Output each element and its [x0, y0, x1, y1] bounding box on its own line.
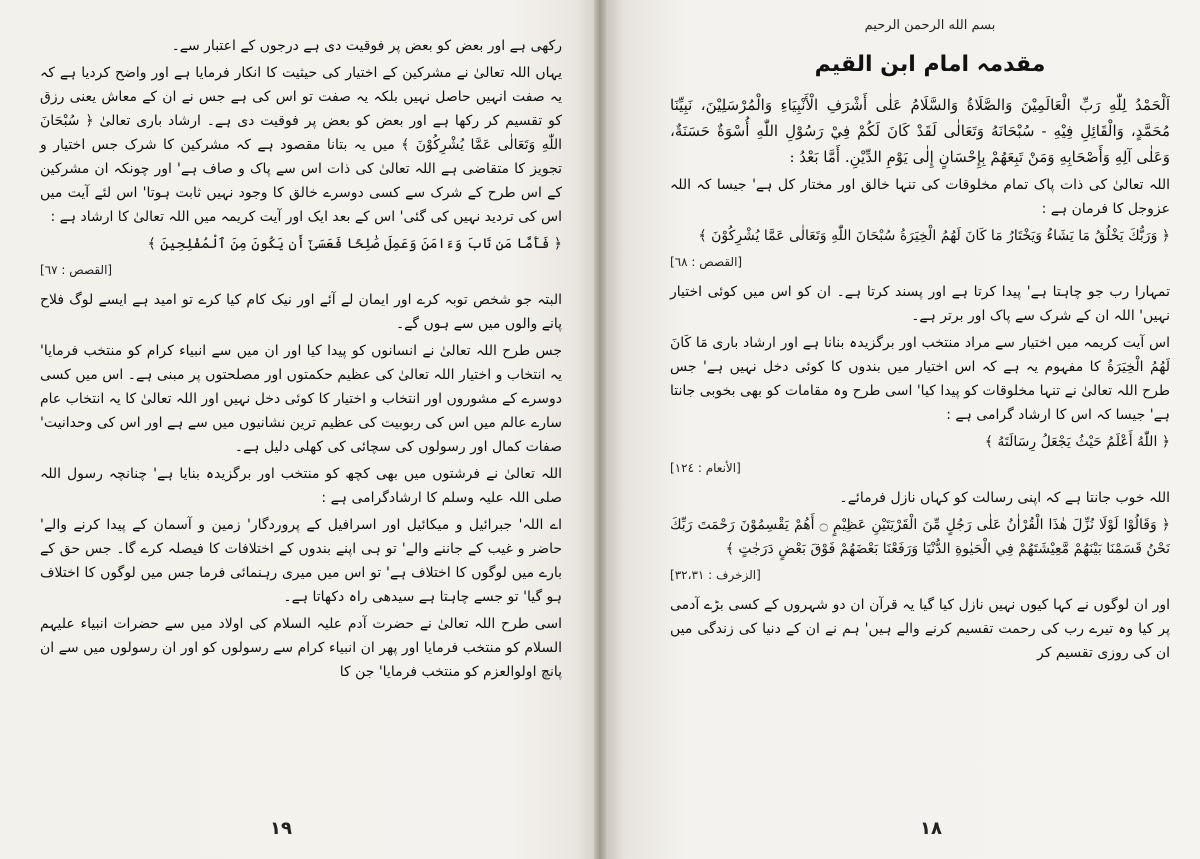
chapter-heading: مقدمہ امام ابن القیم [814, 52, 1046, 77]
right-paragraph-4: اللہ خوب جانتا ہے کہ اپنی رسالت کو کہاں نازل فرمائے۔ [839, 490, 1170, 506]
left-page-number: ۱۹ [270, 818, 292, 839]
right-paragraph-5: اور ان لوگوں نے کہا کیوں نہیں نازل کیا گیا یہ قرآن ان دو شہروں کے کسی بڑے آدمی پر کیا وہ تیرے رب کی رحمت تقسیم کرنے والے ہیں' ہم نے ان کے دنیا کی زندگی میں ان کی روزی تقسیم کر [670, 597, 1170, 661]
right-ayah-2: ﴿ اللّٰهُ أَعْلَمُ حَيْثُ يَجْعَلُ رِسَالَتَهُ ﴾ [984, 434, 1170, 450]
left-paragraph-2: یہاں اللہ تعالیٰ نے مشرکین کے اختیار کی حیثیت کا انکار فرمایا ہے اور واضح کردیا ہے کہ یہ صفت انہیں حاصل نہیں بلکہ یہ صفت تو اس کی ہے جس نے ان کے معاش یعنی رزق کو تقسیم کر رکھا ہے اور بعض کو بعض پر فوقیت دی ہے۔ ارشاد باری تعالیٰ ﴿ سُبْحَانَ اللّٰهِ وَتَعَالٰى عَمَّا يُشْرِكُوْنَ ﴾ میں یہ بتانا مقصود ہے کہ مشرکین کا شرک جس اختیار و تجویز کا متقاضی ہے اللہ تعالیٰ کی ذات اس سے پاک و صاف ہے' اور چونکہ ان مشرکین کے اس طرح کے شرک سے کسی دوسرے خالق کا وجود نہیں ثابت ہوتا' اس لئے آیت میں اس کی تردید نہیں کی گئی' اس کے بعد ایک اور آیت کریمہ میں اللہ تعالیٰ کا ارشاد ہے : [40, 65, 562, 225]
right-page [600, 0, 1200, 859]
left-ayah-1-reference: [القصص : ٦٧] [40, 263, 113, 277]
right-ayah-3: ﴿ وَقَالُوْا لَوْلَا نُزِّلَ هٰذَا الْقُرْاٰنُ عَلٰى رَجُلٍ مِّنَ الْقَرْيَتَيْنِ عَظِيْمٍ ۝ أَهُمْ يَقْسِمُوْنَ رَحْمَتَ رَبِّكَ نَحْنُ قَسَمْنَا بَيْنَهُمْ مَّعِيْشَتَهُمْ فِي الْحَيٰوةِ الدُّنْيَا وَرَفَعْنَا بَعْضَهُمْ فَوْقَ بَعْضٍ دَرَجٰتٍ ﴾ [670, 517, 1170, 557]
right-ayah-2-reference: [الأنعام : ١٢٤] [670, 461, 741, 475]
right-page-text [670, 92, 1170, 668]
right-page-number: ۱۸ [920, 818, 942, 839]
arabic-introduction: اَلْحَمْدُ لِلّٰهِ رَبِّ الْعَالَمِيْنَ وَالصَّلَاةُ وَالسَّلَامُ عَلٰى أَشْرَفِ الْأَنْبِيَاءِ وَالْمُرْسَلِيْنَ، نَبِيِّنَا مُحَمَّدٍ، وَالْقَائِلِ فِيْهِ - سُبْحَانَهُ وَتَعَالٰى لَقَدْ كَانَ لَكُمْ فِيْ رَسُوْلِ اللّٰهِ أُسْوَةٌ حَسَنَةٌ، وَعَلٰى آلِهِ وَأَصْحَابِهِ وَمَنْ تَبِعَهُمْ بِإِحْسَانٍ إِلٰى يَوْمِ الدِّيْنِ. أَمَّا بَعْدُ : [670, 96, 1170, 166]
left-paragraph-6: اے اللہ' جبرائیل و میکائیل اور اسرافیل کے پروردگار' زمین و آسمان کے پیدا کرنے والے' حاضر و غیب کے جاننے والے' تو ہی اپنے بندوں کے اختلافات کا فیصلہ کرے گا۔ جس حق کے بارے میں لوگوں کا اختلاف ہے' تو اس میں میری رہنمائی فرما جس میں لوگوں کا اختلاف ہو گیا' تو جسے چاہتا ہے سیدھی راہ دکھاتا ہے۔ [40, 517, 562, 605]
right-paragraph-1: اللہ تعالیٰ کی ذات پاک تمام مخلوقات کی تنہا خالق اور مختار کل ہے' جیسا کہ اللہ عزوجل کا فرمان ہے : [670, 177, 1170, 217]
book-gutter [594, 0, 606, 859]
left-paragraph-3: البتہ جو شخص توبہ کرے اور ایمان لے آئے اور نیک کام کیا کرے تو امید ہے ایسے لوگ فلاح پانے والوں میں سے ہوں گے۔ [40, 292, 562, 332]
left-page-text [40, 34, 562, 687]
right-ayah-1: ﴿ وَرَبُّكَ يَخْلُقُ مَا يَشَاءُ وَيَخْتَارُ مَا كَانَ لَهُمُ الْخِيَرَةُ سُبْحَانَ اللّٰهِ وَتَعَالٰى عَمَّا يُشْرِكُوْنَ ﴾ [698, 228, 1170, 244]
right-ayah-1-reference: [القصص : ٦٨] [670, 255, 743, 269]
left-paragraph-4: جس طرح اللہ تعالیٰ نے انسانوں کو پیدا کیا اور ان میں سے انبیاء کرام کو منتخب فرمایا' یہ انتخاب و اختیار اللہ تعالیٰ کی عظیم حکمتوں اور مصلحتوں پر مبنی ہے۔ اس میں کسی دوسرے کے مشوروں اور انتخاب و اختیار کا کوئی دخل نہیں اور اللہ تعالیٰ کا یہ انتخاب عام سارے عالم میں اس کی ربوبیت کی عظیم ترین نشانیوں میں سے ہے اور اس کی وحدانیت' صفات کمال اور رسولوں کی سچائی کی کھلی دلیل ہے۔ [40, 343, 562, 455]
right-ayah-3-reference: [الزخرف : ٣٢،٣١] [670, 568, 761, 582]
left-paragraph-5: اللہ تعالیٰ نے فرشتوں میں بھی کچھ کو منتخب اور برگزیدہ بنایا ہے' چنانچہ رسول اللہ صلی اللہ علیہ وسلم کا ارشادگرامی ہے : [40, 466, 562, 506]
bismillah-calligraphy: بسم الله الرحمن الرحيم [864, 18, 996, 33]
right-paragraph-2: تمہارا رب جو چاہتا ہے' پیدا کرتا ہے اور پسند کرتا ہے۔ ان کو اس میں کوئی اختیار نہیں' اللہ ان کے شرک سے پاک اور برتر ہے۔ [670, 284, 1170, 324]
left-paragraph-7: اسی طرح اللہ تعالیٰ نے حضرت آدم علیہ السلام کی اولاد میں سے حضرات انبیاء علیہم السلام کو منتخب فرمایا اور پھر ان انبیاء کرام سے رسولوں کو اور ان رسولوں میں سے ان پانچ اولوالعزم کو منتخب فرمایا' جن کا [40, 616, 562, 680]
right-paragraph-3: اس آیت کریمہ میں اختیار سے مراد منتخب اور برگزیدہ بنانا ہے اور ارشاد باری مَا كَانَ لَهُمُ الْخِيَرَةُ کا مفہوم یہ ہے کہ اس اختیار میں بندوں کا کوئی دخل نہیں ہے' جس طرح اللہ تعالیٰ نے تنہا مخلوقات کو پیدا کیا' اسی طرح وہ مقامات کو بھی بخوبی جانتا ہے' جیسا کہ اس کا ارشاد گرامی ہے : [670, 335, 1170, 423]
left-paragraph-1: رکھی ہے اور بعض کو بعض پر فوقیت دی ہے درجوں کے اعتبار سے۔ [171, 38, 562, 54]
left-ayah-1: ﴿ فَأَمَّا مَن تَابَ وَءَامَنَ وَعَمِلَ صَٰلِحًا فَعَسَىٰٓ أَن يَكُونَ مِنَ ٱلْمُفْلِحِينَ ﴾ [147, 236, 562, 252]
